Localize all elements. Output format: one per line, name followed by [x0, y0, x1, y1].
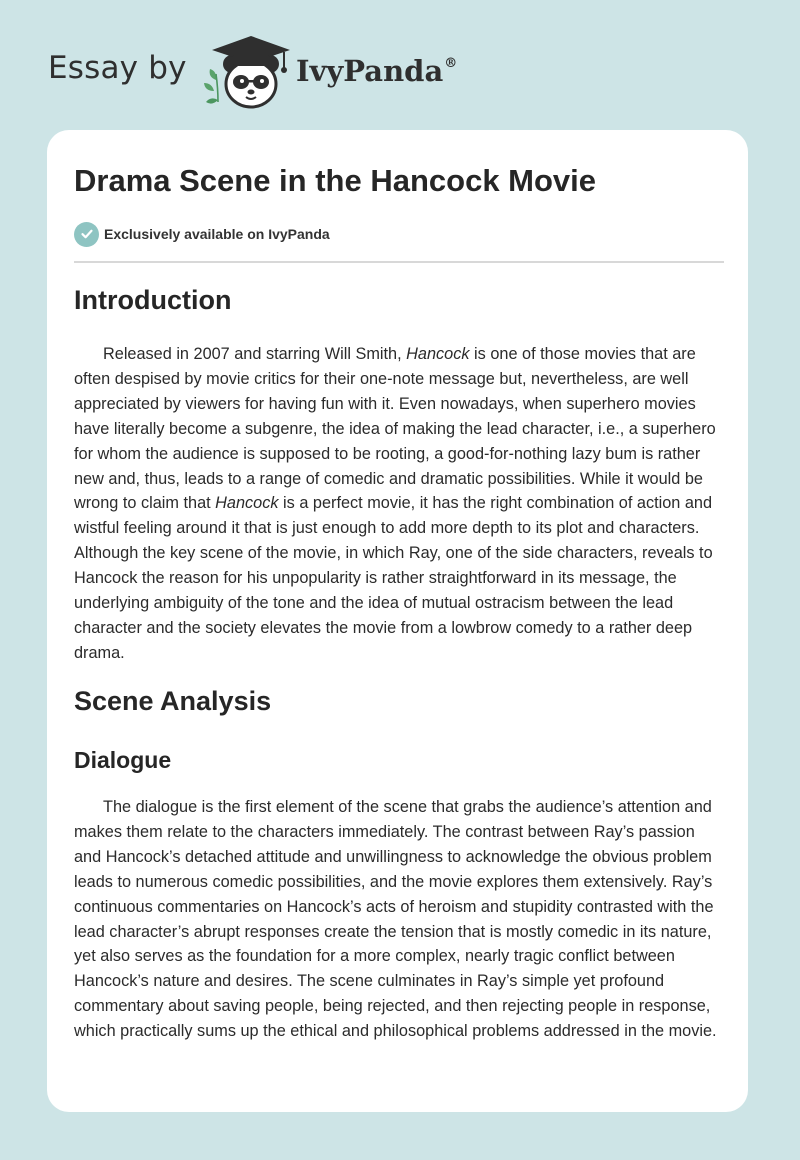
site-header: [48, 30, 508, 112]
dialogue-paragraph: The dialogue is the first element of the scene that grabs the audience’s attention and makes them relate to the characters immediately. The contrast between Ray’s passion and Hancock’s detached attitude and unwillingness to acknowledge the obvious problem leads to numerous comedic possibilities, and the movie explores them extensively. Ray’s continuous commentaries on Hancock’s acts of heroism and stupidity contrasted with the lead character’s abrupt responses create the tension that is mostly comedic in its nature, yet also serves as the foundation for a more complex, nearly tragic conflict between Hancock’s nature and desires. The scene culminates in Ray’s simple yet profound commentary about saving people, being rejected, and then rejecting people in response, which practically sums up the ethical and philosophical problems addressed in the movie.: [74, 798, 717, 1041]
movie-title: Hancock: [406, 345, 470, 363]
scene-analysis-heading: Scene Analysis: [74, 686, 272, 716]
panda-graduate-logo-icon[interactable]: [200, 30, 296, 112]
registered-mark: ®: [444, 56, 458, 71]
essay-card: [47, 130, 748, 1112]
introduction-heading: Introduction: [74, 285, 232, 315]
introduction-paragraph: Released in 2007 and starring Will Smith, Hancock is one of those movies that are often despised by movie critics for their one-note message but, nevertheless, are well appreciated by viewers for having fun with it. Even nowadays, when superhero movies have literally become a subgenre, the idea of making the lead character, i.e., a superhero for whom the audience is supposed to be rooting, a good-for-nothing lazy bum is rather new and, thus, leads to a range of comedic and dramatic possibilities. While it would be wrong to claim that Hancock is a perfect movie, it has the right combination of action and wistful feeling around it that is just enough to add more depth to its plot and characters. Although the key scene of the movie, in which Ray, one of the side characters, reveals to Hancock the reason for his unpopularity is rather straightforward in its message, the underlying ambiguity of the tone and the idea of mutual ostracism between the lead character and the society elevates the movie from a lowbrow comedy to a rather deep drama.: [74, 345, 716, 662]
check-circle-icon: [74, 222, 99, 247]
exclusive-badge: [74, 221, 330, 247]
page-title: Drama Scene in the Hancock Movie: [74, 163, 597, 198]
movie-title: Hancock: [215, 494, 279, 513]
brand-name[interactable]: IvyPanda®: [296, 54, 458, 88]
essay-by-label: Essay by: [48, 50, 187, 86]
exclusive-badge-label: Exclusively available on IvyPanda: [104, 226, 330, 242]
title-divider: [74, 261, 724, 263]
dialogue-heading: Dialogue: [74, 747, 172, 773]
